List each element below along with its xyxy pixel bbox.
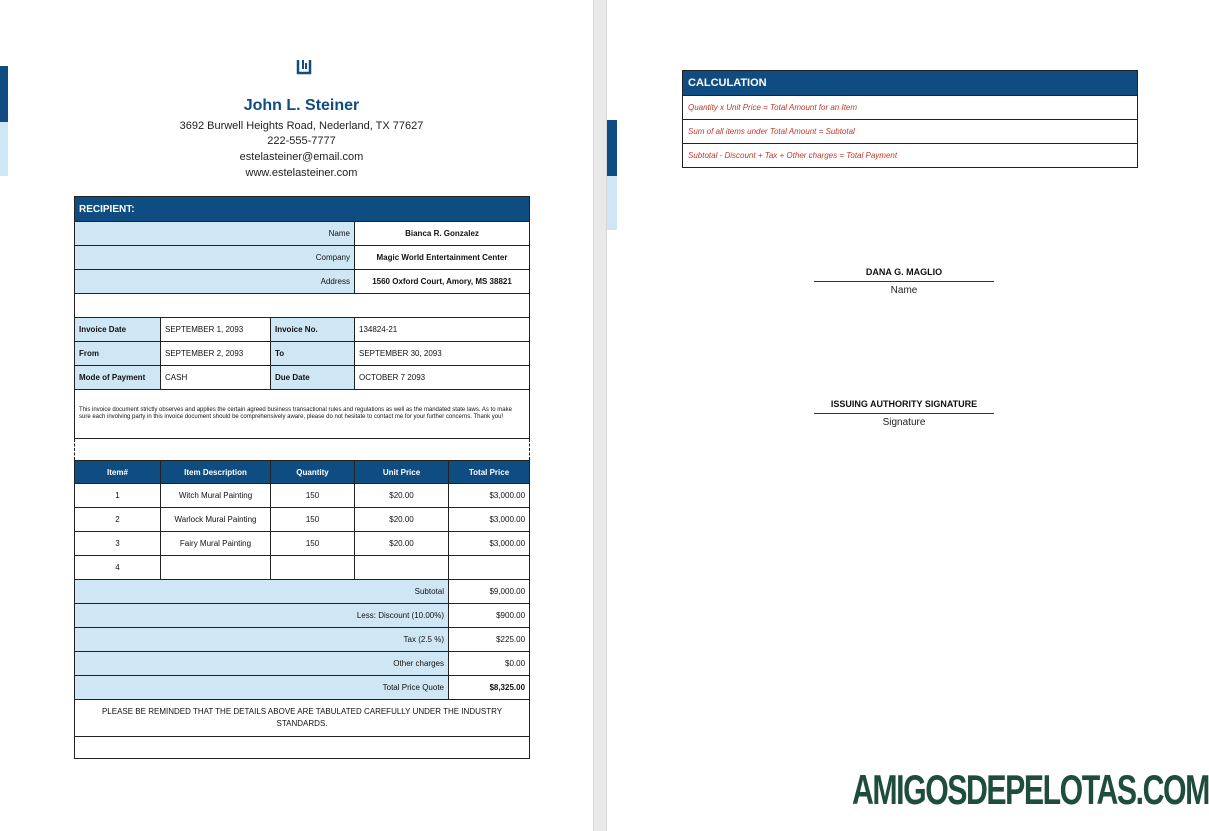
table-row <box>75 484 530 508</box>
from-label: From <box>75 342 161 366</box>
table-row <box>75 532 530 556</box>
due-date: OCTOBER 7 2093 <box>355 366 530 390</box>
name-caption: Name <box>890 285 918 296</box>
due-date-label: Due Date <box>271 366 355 390</box>
col-unit-price: Unit Price <box>355 461 449 484</box>
discount-value: $900.00 <box>449 604 530 628</box>
item-no: 3 <box>75 532 161 556</box>
subtotal-value: $9,000.00 <box>449 580 530 604</box>
item-desc: Witch Mural Painting <box>161 484 271 508</box>
item-qty: 150 <box>271 532 355 556</box>
recipient-address: 1560 Oxford Court, Amory, MS 38821 <box>355 270 530 294</box>
recipient-heading: RECIPIENT: <box>75 197 530 222</box>
item-unit: $20.00 <box>355 532 449 556</box>
table-row <box>75 556 530 580</box>
signatory-name: DANA G. MAGLIO <box>865 267 943 277</box>
watermark-text: AMIGOSDEPELOTAS <box>852 766 1136 813</box>
spacer-row <box>75 294 530 318</box>
sender-phone: 222-555-7777 <box>267 135 336 147</box>
stylized-u-logo-icon <box>295 58 313 76</box>
item-unit: $20.00 <box>355 484 449 508</box>
invoice-note: This invoice document strictly observes and applies the certain agreed business transactional rules and regulations as well as the mandated state laws. As to make sure each involving party in this invoice document should be comprehensively aware, please do not hesitate to contact me for your further concerns. Thank you! <box>75 390 530 439</box>
item-desc: Fairy Mural Painting <box>161 532 271 556</box>
sender-email: estelasteiner@email.com <box>239 151 364 163</box>
item-qty: 150 <box>271 484 355 508</box>
discount-label: Less: Discount (10.00%) <box>75 604 449 628</box>
to-date: SEPTEMBER 30, 2093 <box>355 342 530 366</box>
other-charges-label: Other charges <box>75 652 449 676</box>
sender-name: John L. Steiner <box>243 97 360 114</box>
item-desc: Warlock Mural Painting <box>161 508 271 532</box>
invoice-no: 134824-21 <box>355 318 530 342</box>
invoice-date-label: Invoice Date <box>75 318 161 342</box>
signature-caption: Signature <box>882 417 926 428</box>
col-quantity: Quantity <box>271 461 355 484</box>
item-total: $3,000.00 <box>449 484 530 508</box>
recipient-name-label: Name <box>75 222 355 246</box>
formula-row: Sum of all items under Total Amount = Subtotal <box>683 120 1138 144</box>
invoice-no-label: Invoice No. <box>271 318 355 342</box>
watermark-suffix: .COM <box>1135 766 1209 813</box>
subtotal-label: Subtotal <box>75 580 449 604</box>
page-gutter <box>593 0 607 831</box>
total-quote-value: $8,325.00 <box>449 676 530 700</box>
name-signature-block <box>814 267 994 296</box>
invoice-table <box>74 196 530 759</box>
spacer-row <box>75 737 530 759</box>
total-quote-label: Total Price Quote <box>75 676 449 700</box>
authority-title: ISSUING AUTHORITY SIGNATURE <box>830 399 978 409</box>
from-date: SEPTEMBER 2, 2093 <box>161 342 271 366</box>
other-charges-value: $0.00 <box>449 652 530 676</box>
watermark <box>852 765 1209 815</box>
signature-line <box>814 281 994 282</box>
calculation-heading: CALCULATION <box>683 71 1138 96</box>
item-total: $3,000.00 <box>449 508 530 532</box>
page-tab-right-light <box>607 176 617 230</box>
item-unit: $20.00 <box>355 508 449 532</box>
reminder-text: PLEASE BE REMINDED THAT THE DETAILS ABOVE ARE TABULATED CAREFULLY UNDER THE INDUSTRY STANDARDS. <box>75 700 530 737</box>
formula-row: Subtotal - Discount + Tax + Other charges = Total Payment <box>683 144 1138 168</box>
item-total <box>449 556 530 580</box>
item-qty <box>271 556 355 580</box>
recipient-address-label: Address <box>75 270 355 294</box>
recipient-name: Bianca R. Gonzalez <box>355 222 530 246</box>
recipient-company: Magic World Entertainment Center <box>355 246 530 270</box>
payment-mode: CASH <box>161 366 271 390</box>
spacer-row <box>75 439 530 461</box>
payment-mode-label: Mode of Payment <box>75 366 161 390</box>
item-no: 4 <box>75 556 161 580</box>
tax-label: Tax (2.5 %) <box>75 628 449 652</box>
page-tab-left-light <box>0 122 8 176</box>
item-no: 2 <box>75 508 161 532</box>
table-row <box>75 508 530 532</box>
to-label: To <box>271 342 355 366</box>
col-description: Item Description <box>161 461 271 484</box>
formula-row: Quantity x Unit Price = Total Amount for an Item <box>683 96 1138 120</box>
page-tab-right-dark <box>607 120 617 176</box>
sender-website: www.estelasteiner.com <box>245 167 358 179</box>
item-desc <box>161 556 271 580</box>
signature-line <box>814 413 994 414</box>
item-no: 1 <box>75 484 161 508</box>
sender-address: 3692 Burwell Heights Road, Nederland, TX 77627 <box>179 120 424 132</box>
item-total: $3,000.00 <box>449 532 530 556</box>
page-tab-left-dark <box>0 66 8 122</box>
col-total-price: Total Price <box>449 461 530 484</box>
recipient-company-label: Company <box>75 246 355 270</box>
col-item-no: Item# <box>75 461 161 484</box>
invoice-date: SEPTEMBER 1, 2093 <box>161 318 271 342</box>
calculation-table <box>682 70 1138 168</box>
tax-value: $225.00 <box>449 628 530 652</box>
item-unit <box>355 556 449 580</box>
item-qty: 150 <box>271 508 355 532</box>
authority-signature-block <box>814 399 994 428</box>
